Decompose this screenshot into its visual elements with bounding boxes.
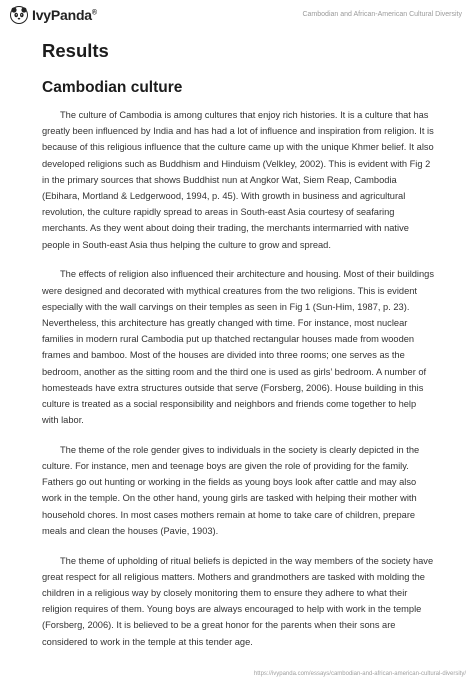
document-title: Cambodian and African-American Cultural Diversity — [302, 11, 462, 18]
logo-text: IvyPanda® — [32, 7, 97, 23]
paragraph: The theme of upholding of ritual beliefs is depicted in the way members of the society have great respect for all religious matters. Mothers and grandmothers are tasked with molding the children in a religious way by closely monitoring them to ensure they adhere to what their religion requires of them. Young boys are always encouraged to help with work in the temple (Forsberg, 2006). It is believed to be a great honor for the parents when their sons are considered to work in the temple at this tender age. — [42, 555, 434, 647]
panda-logo-icon — [10, 6, 28, 24]
paragraph: The effects of religion also influenced their architecture and housing. Most of their buildings were designed and decorated with mythical creatures from the two religions. This is evident especially with the wall carvings on their temples as seen in Fig 1 (Sun-Him, 1987, p. 23). Nevertheless, this architecture has greatly changed with time. For instance, most nuclear families in modern rural Cambodia put up thatched rectangular houses made from wooden frames and bamboo. Most of the houses are divided into three rooms; one serves as the bedroom, another as the sitting room and the third one is used as girls’ bedroom. A number of homesteads have extra structures outside that serve (Forsberg, 2006). House building in this culture is treated as a social responsibility and neighbors and friends come together to help with labor. — [42, 269, 434, 426]
paragraph: The culture of Cambodia is among cultures that enjoy rich histories. It is a culture that has greatly been influenced by India and has had a lot of influence and inspiration from religion. It is because of this religious influence that the culture came up with the unique Khmer belief. It also developed religions such as Buddhism and Hinduism (Velkley, 2002). This is evident with Fig 2 in the primary sources that shows Buddhist nun at Angkor Wat, Siem Reap, Cambodia (Ebihara, Mortland & Ledgerwood, 1994, p. 45). With growth in business and agricultural revolution, the culture rapidly spread to areas in South-east Asia courtesy of seafaring merchants. As they went about doing their trading, the merchants intermarried with native people in South-east Asia thus helping the culture to grow and spread. — [42, 110, 434, 250]
page-heading: Results — [42, 40, 109, 61]
ivypanda-logo[interactable] — [10, 6, 97, 24]
section-heading: Cambodian culture — [42, 79, 183, 96]
page-header — [0, 0, 474, 40]
body-text — [42, 107, 434, 663]
footer-url-link[interactable]: https://ivypanda.com/essays/cambodian-and-african-american-cultural-diversity/ — [253, 671, 466, 677]
paragraph: The theme of the role gender gives to individuals in the society is clearly depicted in the culture. For instance, men and teenage boys are given the role of providing for the family. Fathers go out hunting or working in the fields as young boys look after cattle and may also work in the temple. On the other hand, young girls are tasked with helping their mother with household chores. In most cases mothers remain at home to take care of children, prepare meals and clean the houses (Pavie, 1903). — [42, 444, 420, 536]
